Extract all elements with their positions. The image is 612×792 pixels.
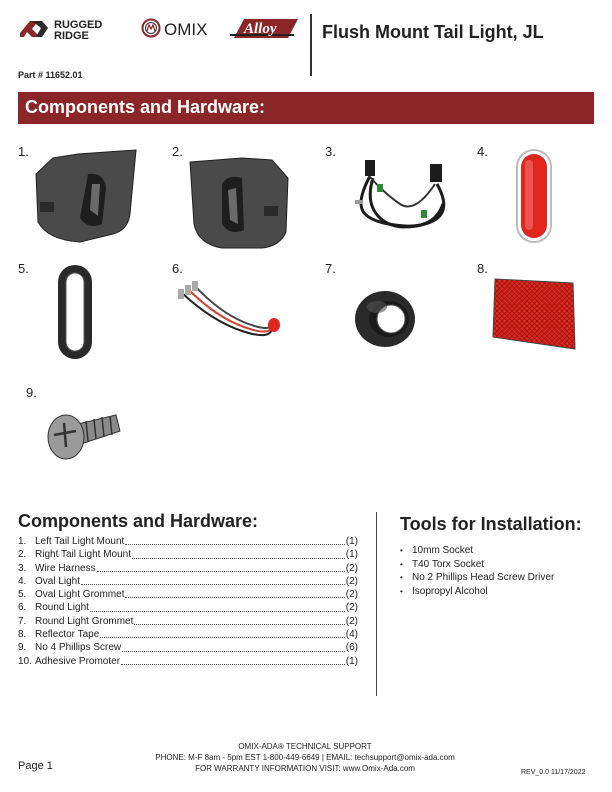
list-item: 5. Oval Light Grommet (2) (18, 589, 358, 601)
figure-6 (172, 261, 312, 371)
footer-support: OMIX-ADA® TECHNICAL SUPPORT (238, 742, 372, 751)
omix-text: OMIX (164, 20, 208, 39)
footer (100, 741, 510, 774)
left-tail-light-mount-icon (18, 144, 158, 254)
figure-number: 8. (477, 261, 488, 276)
figure-number: 3. (325, 144, 336, 159)
figure-1 (18, 144, 158, 254)
rugged-text: RUGGED (54, 19, 103, 31)
components-list (18, 535, 358, 668)
figure-9 (26, 385, 166, 495)
tool-item: • T40 Torx Socket (400, 558, 554, 572)
figure-7 (325, 261, 465, 371)
tool-item: • Isopropyl Alcohol (400, 585, 554, 599)
revision-date: REV_0.0 11/17/2022 (521, 769, 586, 776)
tool-item: • No 2 Phillips Head Screw Driver (400, 571, 554, 585)
round-grommet-icon (325, 261, 465, 371)
figure-number: 2. (172, 144, 183, 159)
footer-warranty: FOR WARRANTY INFORMATION VISIT: www.Omix-Ada.com (195, 764, 415, 773)
header-divider (310, 14, 312, 76)
round-light-icon (172, 261, 312, 371)
oval-grommet-icon (18, 261, 158, 371)
figure-4 (477, 144, 612, 254)
omix-logo (143, 20, 208, 40)
figure-2 (172, 144, 312, 254)
tools-title: Tools for Installation: (400, 514, 582, 534)
section-divider (376, 512, 377, 696)
rugged-ridge-logo (20, 19, 102, 42)
list-item: 8. Reflector Tape (4) (18, 629, 358, 641)
alloy-text: Alloy (244, 21, 277, 37)
components-list-title: Components and Hardware: (18, 511, 259, 531)
document-title: Flush Mount Tail Light, JL (322, 22, 544, 42)
figure-number: 6. (172, 261, 183, 276)
part-number: Part # 11652.01 (18, 70, 83, 80)
list-item: 10. Adhesive Promoter (1) (18, 655, 358, 667)
list-item: 3. Wire Harness (2) (18, 562, 358, 574)
list-item: 6. Round Light (2) (18, 602, 358, 614)
phillips-screw-icon (26, 385, 166, 475)
figure-number: 1. (18, 144, 29, 159)
figure-8 (477, 261, 612, 371)
figure-3 (325, 144, 465, 254)
banner-title: Components and Hardware: (25, 97, 266, 117)
oval-light-icon (477, 144, 607, 254)
list-item: 4. Oval Light (2) (18, 575, 358, 587)
tools-list (400, 544, 554, 598)
tool-item: • 10mm Socket (400, 544, 554, 558)
list-item: 1. Left Tail Light Mount (1) (18, 536, 358, 547)
brand-logos (18, 14, 303, 44)
figure-5 (18, 261, 158, 371)
right-tail-light-mount-icon (172, 144, 312, 254)
figure-number: 7. (325, 261, 336, 276)
components-banner (18, 92, 594, 124)
reflector-tape-icon (477, 261, 607, 371)
wire-harness-icon (325, 144, 465, 254)
figure-number: 5. (18, 261, 29, 276)
list-item: 9. No 4 Phillips Screw (6) (18, 642, 358, 654)
list-item: 7. Round Light Grommet (2) (18, 615, 358, 627)
ridge-text: RIDGE (54, 30, 89, 42)
page-number: Page 1 (18, 760, 53, 772)
footer-contact: PHONE: M-F 8am - 5pm EST 1-800-449-6649 | EMAIL: techsupport@omix-ada.com (155, 753, 455, 762)
figure-number: 9. (26, 385, 37, 400)
list-item: 2. Right Tail Light Mount (1) (18, 549, 358, 561)
alloy-logo (230, 19, 298, 38)
figure-number: 4. (477, 144, 488, 159)
